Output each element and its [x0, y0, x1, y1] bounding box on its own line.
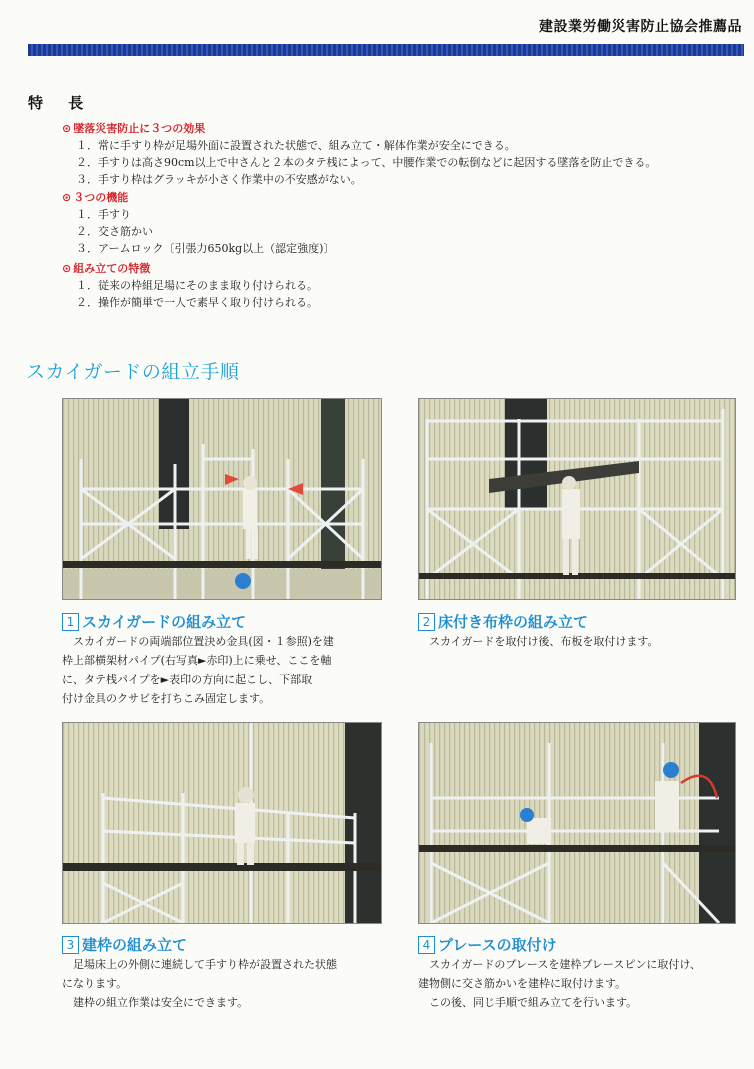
- step-number: 3: [62, 936, 79, 954]
- photo-step-4: [418, 722, 736, 924]
- feature-item: １．常に手すり枠が足場外面に設置された状態で、組み立て・解体作業が安全にできる。: [76, 139, 516, 152]
- header-stripe-bar: [28, 44, 744, 56]
- step-title-text: ブレースの取付け: [438, 936, 557, 954]
- step-number: 2: [418, 613, 435, 631]
- feature-group-title: 墜落災害防止に３つの効果: [73, 122, 206, 135]
- bullseye-icon: ⊙: [62, 262, 72, 275]
- feature-item: １．手すり: [76, 208, 131, 221]
- header-title: 建設業労働災害防止協会推薦品: [539, 19, 742, 35]
- feature-group-functions: [62, 189, 334, 257]
- features-heading: 特 長: [28, 94, 94, 112]
- step-3-description: 足場床上の外側に連続して手すり枠が設置された状態 になります。 建枠の組立作業は安全にできます。: [62, 958, 337, 1009]
- feature-group-title: 組み立ての特徴: [73, 262, 151, 275]
- feature-group-fall-prevention: [62, 120, 656, 188]
- step-number: 4: [418, 936, 435, 954]
- feature-item: ３．アームロック〔引張力650kg以上（認定強度)〕: [76, 242, 335, 255]
- photo-step-2: [418, 398, 736, 600]
- section-title: スカイガードの組立手順: [26, 361, 240, 383]
- step-number: 1: [62, 613, 79, 631]
- photo-step-1: [62, 398, 382, 600]
- step-2-title: [418, 611, 588, 632]
- step-title-text: 床付き布枠の組み立て: [438, 613, 589, 631]
- feature-item: ２．操作が簡単で一人で素早く取り付けられる。: [76, 296, 318, 309]
- bullseye-icon: ⊙: [62, 122, 72, 135]
- step-4-title: [418, 934, 557, 955]
- step-3-title: [62, 934, 187, 955]
- feature-item: ２．手すりは高さ90cm以上で中さんと２本のタテ桟によって、中腰作業での転倒などに起因する墜落を防止できる。: [76, 156, 657, 169]
- step-1-title: [62, 611, 246, 632]
- feature-item: １．従来の枠組足場にそのまま取り付けられる。: [76, 279, 318, 292]
- feature-group-title: ３つの機能: [73, 191, 129, 204]
- feature-group-assembly: [62, 260, 318, 311]
- feature-item: ２．交さ筋かい: [76, 225, 153, 238]
- bullseye-icon: ⊙: [62, 191, 72, 204]
- step-title-text: スカイガードの組み立て: [82, 613, 247, 631]
- photo-step-3: [62, 722, 382, 924]
- feature-item: ３．手すり枠はグラッキが小さく作業中の不安感がない。: [76, 173, 362, 186]
- step-title-text: 建枠の組み立て: [82, 936, 188, 954]
- step-2-description: スカイガードを取付け後、布板を取付けます。: [418, 635, 659, 648]
- step-4-description: スカイガードのブレースを建枠ブレースピンに取付け、 建物側に交さ筋かいを建枠に取付けます。 この後、同じ手順で組み立てを行います。: [418, 958, 701, 1009]
- step-1-description: スカイガードの両端部位置決め金具(図・１参照)を建 枠上部横架材パイプ(右写真►赤印)上に乗せ、ここを軸 に、タテ桟パイプを►表印の方向に起こし、下部取 付け金具のクサビを打ちこみ固定します。: [62, 635, 334, 705]
